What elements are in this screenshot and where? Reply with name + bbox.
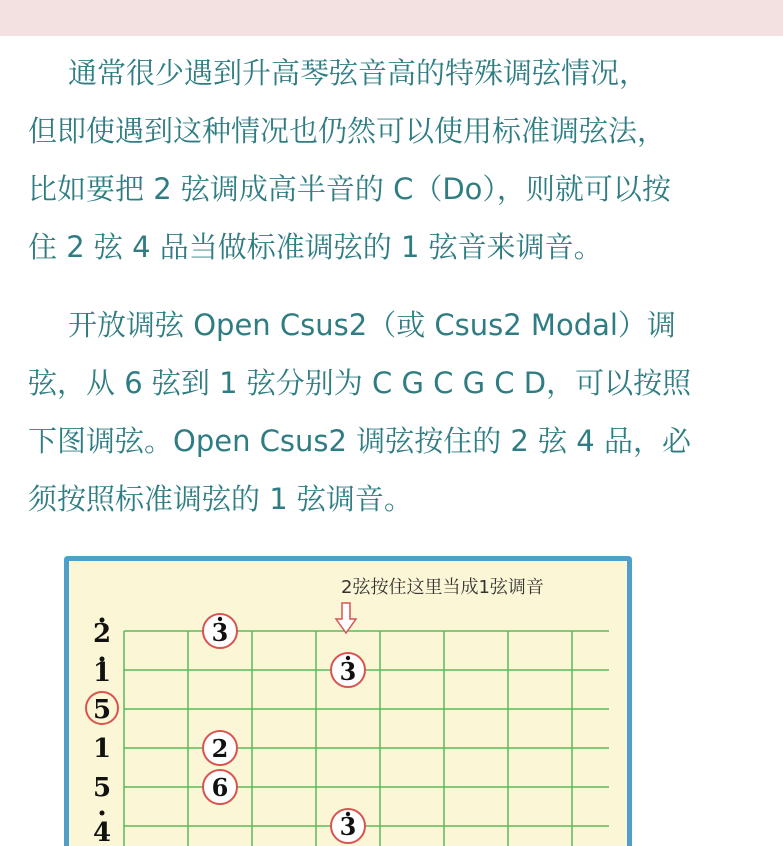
paragraph-2-line-2: 弦，从 6 弦到 1 弦分别为 C G C G C D，可以按照 [28, 354, 768, 412]
fret-marks [203, 614, 365, 843]
fret-mark [331, 809, 365, 843]
paragraph-1-line-4: 住 2 弦 4 品当做标准调弦的 1 弦音来调音。 [28, 218, 768, 276]
paragraph-1 [28, 44, 768, 276]
paragraph-2-line-3: 下图调弦。Open Csus2 调弦按住的 2 弦 4 品，必 [28, 412, 768, 470]
svg-text:6: 6 [212, 773, 229, 802]
fret-mark [331, 653, 365, 687]
fretboard-diagram [64, 556, 632, 846]
fret-mark [203, 770, 237, 804]
string-lines [124, 631, 609, 826]
fret-mark [203, 731, 237, 765]
top-band [0, 0, 783, 36]
diagram-annotation: 2弦按住这里当成1弦调音 [341, 573, 544, 599]
down-arrow-icon [336, 603, 356, 633]
string-label-1: 2 [93, 619, 111, 649]
string-label-5: 5 [93, 773, 111, 803]
svg-text:2: 2 [212, 734, 229, 763]
paragraph-2 [28, 296, 768, 528]
string-label-3: 5 [93, 695, 111, 725]
fretboard-svg [69, 561, 627, 846]
svg-text:3: 3 [212, 618, 229, 647]
svg-text:3: 3 [340, 812, 357, 841]
fret-mark [203, 614, 237, 648]
string-labels [86, 618, 118, 846]
paragraph-1-line-3: 比如要把 2 弦调成高半音的 C（Do），则就可以按 [28, 160, 768, 218]
string-label-2: 1 [93, 658, 111, 688]
paragraph-2-line-1: 开放调弦 Open Csus2（或 Csus2 Modal）调 [68, 308, 676, 342]
string-label-6: 4 [93, 818, 111, 846]
paragraph-1-line-2: 但即使遇到这种情况也仍然可以使用标准调弦法， [28, 102, 768, 160]
string-label-4: 1 [93, 734, 111, 764]
svg-text:3: 3 [340, 657, 357, 686]
paragraph-1-line-1: 通常很少遇到升高琴弦音高的特殊调弦情况， [68, 56, 648, 90]
paragraph-2-line-4: 须按照标准调弦的 1 弦调音。 [28, 470, 768, 528]
low-dot-icon [100, 811, 105, 816]
